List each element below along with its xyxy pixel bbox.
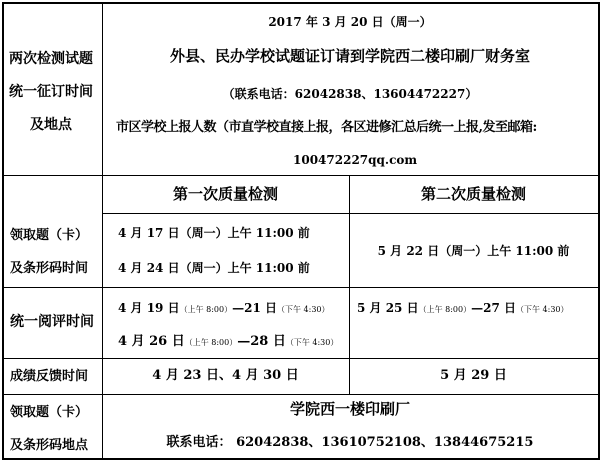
row5-pickup-place: 学院西一楼印刷厂	[289, 400, 410, 418]
marking-end-date: 27 日	[483, 301, 516, 315]
row4-second-results: 5 月 29 日	[440, 368, 507, 383]
row1-contact-phone: （联系电话：62042838、13604472227）	[222, 87, 478, 101]
row2-first-pickup-2: 4 月 24 日（周一）上午 11:00 前	[118, 261, 310, 275]
row1-ordering-location: 外县、民办学校试题证订请到学院西二楼印刷厂财务室	[169, 47, 530, 65]
marking-start-time: （上午 8:00）	[418, 305, 472, 314]
table-border-right	[598, 2, 600, 459]
table-rule	[2, 394, 600, 395]
row5-label-line2: 及条形码地点	[10, 438, 89, 453]
row3-first-marking-1	[118, 302, 330, 314]
marking-dash: —	[237, 334, 251, 349]
table-border-left	[2, 2, 4, 459]
table-border-top	[2, 2, 600, 4]
marking-start-date: 4 月 19 日	[118, 301, 180, 315]
row3-second-marking	[357, 302, 569, 314]
marking-dash: —	[232, 301, 245, 315]
table-rule	[349, 175, 350, 394]
row4-first-results: 4 月 23 日、4 月 30 日	[152, 368, 299, 383]
marking-start-date: 4 月 26 日	[118, 334, 185, 349]
table-rule	[102, 213, 600, 214]
table-rule	[2, 287, 600, 288]
marking-start-time: （上午 8:00）	[184, 338, 238, 347]
header-second-exam: 第二次质量检测	[420, 185, 526, 203]
row3-first-marking-2	[118, 335, 338, 348]
row1-label-line2: 统一征订时间	[9, 84, 93, 100]
marking-end-time: （下午 4:30）	[277, 305, 330, 314]
table-rule	[102, 2, 103, 459]
marking-start-time: （上午 8:00）	[179, 305, 233, 314]
marking-end-date: 21 日	[244, 301, 277, 315]
header-first-exam: 第一次质量检测	[172, 185, 278, 203]
row1-label-line3: 及地点	[30, 117, 72, 133]
table-rule	[2, 175, 600, 176]
row2-label-line2: 及条形码时间	[10, 261, 89, 276]
row3-label: 统一阅评时间	[10, 314, 94, 330]
marking-dash: —	[471, 301, 484, 315]
row2-first-pickup-1: 4 月 17 日（周一）上午 11:00 前	[118, 226, 310, 240]
row1-report-instructions: 市区学校上报人数（市直学校直接上报，各区进修汇总后统一上报,发至邮箱:	[116, 120, 537, 135]
marking-end-time: （下午 4:30）	[285, 338, 339, 347]
marking-start-date: 5 月 25 日	[357, 301, 419, 315]
row5-contact-phones: 联系电话： 62042838、13610752108、13844675215	[166, 435, 534, 450]
row1-date: 2017 年 3 月 20 日（周一）	[268, 15, 432, 29]
row1-email: 100472227qq.com	[293, 153, 418, 167]
row1-label-line1: 两次检测试题	[9, 51, 93, 67]
row5-label-line1: 领取题（卡）	[10, 405, 89, 420]
marking-end-date: 28 日	[250, 334, 286, 349]
row2-second-pickup: 5 月 22 日（周一）上午 11:00 前	[377, 244, 570, 258]
row4-label: 成绩反馈时间	[10, 369, 89, 384]
marking-end-time: （下午 4:30）	[516, 305, 569, 314]
row2-label-line1: 领取题（卡）	[10, 228, 89, 243]
table-rule	[2, 358, 600, 359]
table-border-bottom	[2, 458, 600, 460]
